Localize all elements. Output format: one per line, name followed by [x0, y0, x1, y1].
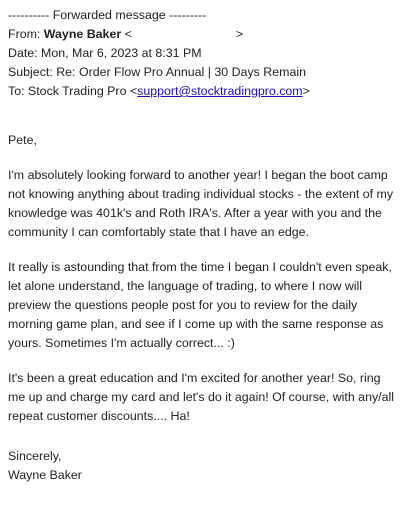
to-label: To: Stock Trading Pro <	[8, 84, 138, 98]
to-line	[8, 82, 394, 101]
from-close-bracket: >	[235, 27, 244, 41]
from-line	[8, 25, 394, 44]
recipient-email-link[interactable]: support@stocktradingpro.com	[137, 84, 303, 98]
date-line: Date: Mon, Mar 6, 2023 at 8:31 PM	[8, 46, 202, 60]
to-close-bracket: >	[302, 84, 310, 98]
paragraph-1: I'm absolutely looking forward to another year! I began the boot camp not knowing anything about trading individual stocks - the extent of my knowledge was 401k's and Roth IRA's. After a year with you and the community I can comfortably state that I have an edge.	[8, 168, 394, 239]
paragraph-2: It really is astounding that from the time I began I couldn't even speak, let alone understand, the language of trading, to where I now will preview the questions people post for you to review for the daily morning game plan, and see if I come up with the same response as yours. Sometimes I'm actually correct... :)	[8, 260, 392, 350]
paragraph-3: It's been a great education and I'm excited for another year! So, ring me up and charge my card and let's do it again! Of course, with any/all repeat customer discounts.... Ha!	[8, 371, 394, 423]
from-open-bracket: <	[121, 27, 132, 41]
signature: Wayne Baker	[8, 468, 82, 482]
email-message	[0, 6, 400, 485]
subject-line: Subject: Re: Order Flow Pro Annual | 30 Days Remain	[8, 65, 306, 79]
closing: Sincerely,	[8, 449, 62, 463]
greeting: Pete,	[8, 133, 37, 147]
sender-name: Wayne Baker	[43, 27, 122, 41]
forwarded-message-divider: ---------- Forwarded message ---------	[8, 8, 207, 22]
from-label: From:	[8, 27, 44, 41]
